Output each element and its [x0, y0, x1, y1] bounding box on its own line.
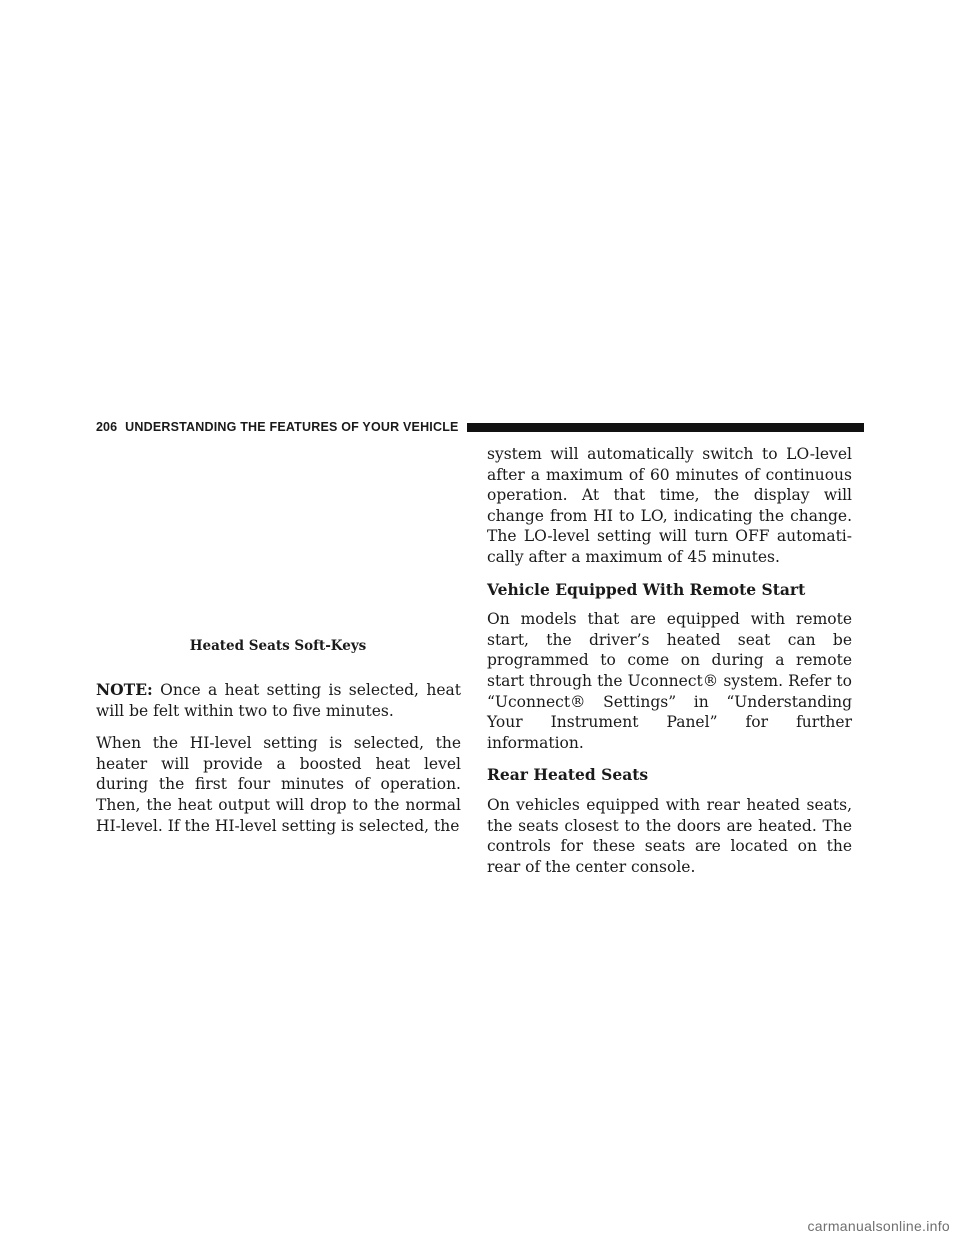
- continued-paragraph: system will automatically switch to LO-level after a maximum of 60 minutes of continuous operation. At that time, the display will change from HI to LO, indicating the change. The LO-level setting will turn OFF automati- cally after a maximum of 45 minutes.: [487, 445, 852, 566]
- rear-heated-seats-heading: Rear Heated Seats: [487, 765, 649, 785]
- page-number: 206: [96, 420, 118, 434]
- page-header: [96, 418, 864, 436]
- hi-level-paragraph: When the HI-level setting is selected, the heater will provide a boosted heat level during the first four minutes of operation. Then, the heat output will drop to the normal HI-level. If the HI-level setting is selected, the: [96, 734, 461, 835]
- remote-start-paragraph: On models that are equipped with remote start, the driver’s heated seat can be programmed to come on during a remote start through the Uconnect® system. Refer to “Uconnect® Settings” in “Understanding Your Instrument Panel” for further information.: [487, 610, 852, 752]
- header-rule: [467, 423, 864, 432]
- remote-start-heading: Vehicle Equipped With Remote Start: [487, 579, 806, 599]
- note-text: Once a heat setting is selected, heat will be felt within two to five minutes.: [96, 681, 461, 720]
- left-column: [96, 680, 461, 848]
- figure-image-area: [96, 450, 460, 635]
- note-paragraph: [96, 680, 461, 721]
- rear-heated-seats-paragraph: On vehicles equipped with rear heated seats, the seats closest to the doors are heated. The controls for these seats are located on the rear of the center console.: [487, 795, 852, 876]
- site-watermark: carmanualsonline.info: [807, 1218, 950, 1234]
- section-title: UNDERSTANDING THE FEATURES OF YOUR VEHICLE: [125, 420, 459, 434]
- right-column: [487, 444, 852, 889]
- note-label: NOTE:: [96, 680, 153, 699]
- figure-caption: Heated Seats Soft-Keys: [189, 638, 367, 654]
